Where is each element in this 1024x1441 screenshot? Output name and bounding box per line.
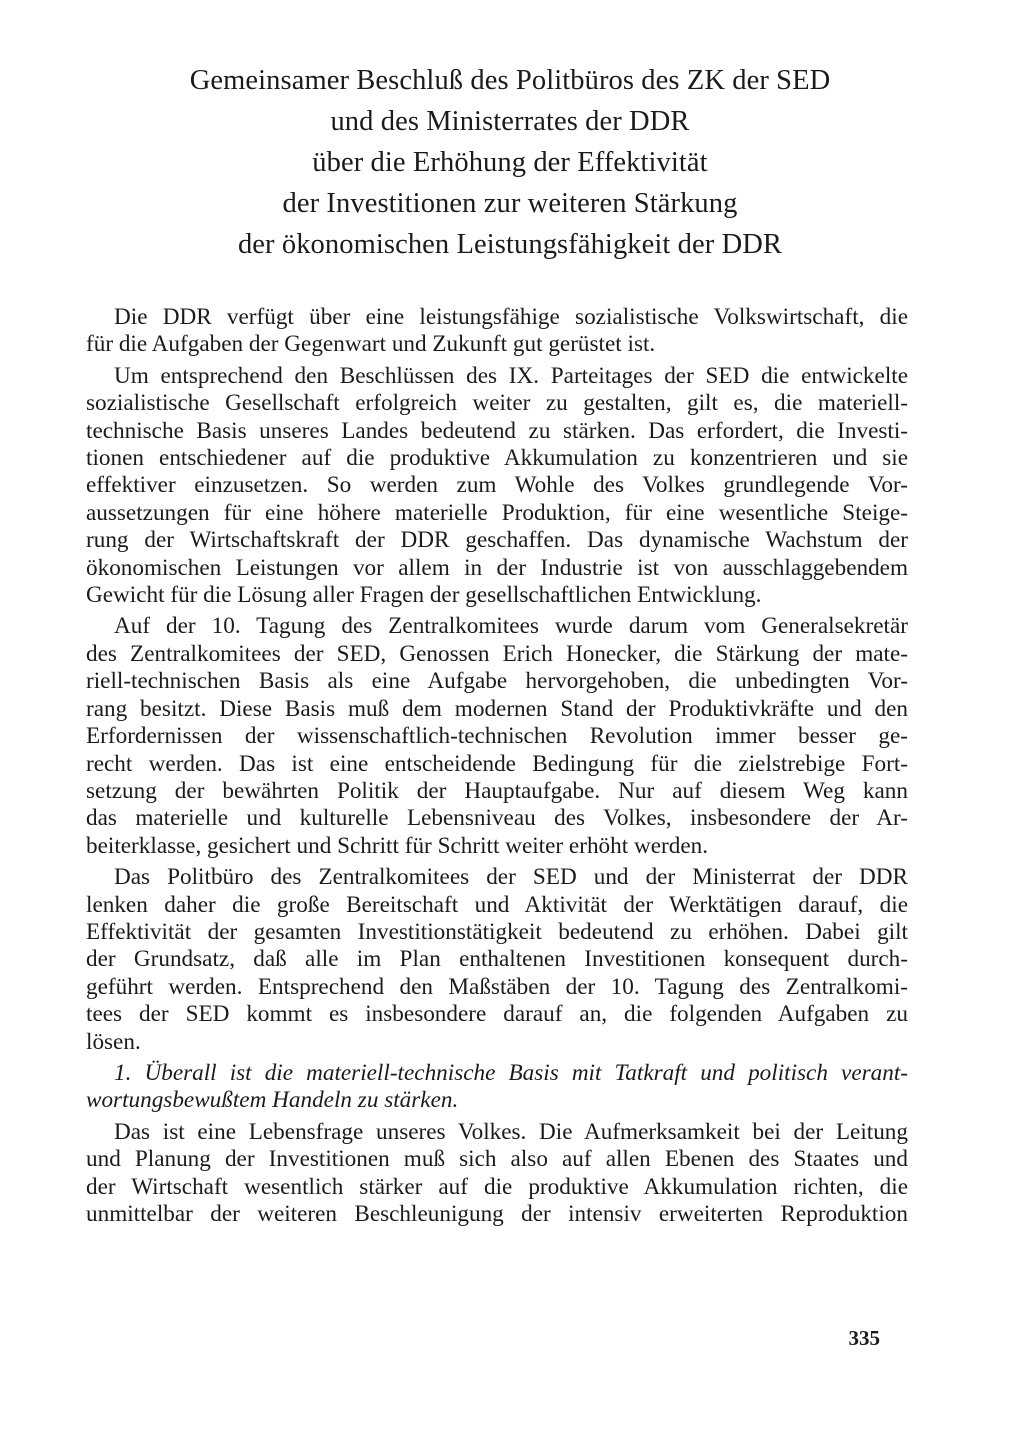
section-heading-1: [86, 1060, 908, 1115]
title-line: über die Erhöhung der Effektivität: [312, 147, 708, 178]
paragraph-10-tagung: [86, 613, 908, 860]
paragraph-lebensfrage: [86, 1119, 908, 1229]
text-line: wortungsbewußtem Handeln zu stärken.: [86, 1087, 459, 1114]
text-line: Um entsprechend den Beschlüssen des IX. Parteitages der SED die entwickelte: [114, 362, 908, 389]
text-line: lösen.: [86, 1028, 141, 1055]
text-line: Auf der 10. Tagung des Zentralkomitees wurde darum vom Generalsekretär: [114, 613, 908, 640]
text-line: technische Basis unseres Landes bedeutend zu stärken. Das erfordert, die Investi-: [86, 417, 908, 444]
title-line: Gemeinsamer Beschluß des Politbüros des ZK der SED: [189, 65, 831, 96]
text-line: aussetzungen für eine höhere materielle Produktion, für eine wesentliche Steige-: [86, 499, 908, 526]
text-line: recht werden. Das ist eine entscheidende Bedingung für die zielstrebige Fort-: [86, 750, 908, 777]
text-line: unmittelbar der weiteren Beschleunigung der intensiv erweiterten Reproduktion: [86, 1201, 908, 1227]
text-line: das materielle und kulturelle Lebensniveau des Volkes, insbesondere der Ar-: [86, 805, 908, 832]
text-line: für die Aufgaben der Gegenwart und Zukunft gut gerüstet ist.: [86, 331, 656, 358]
paragraph-politbuero: [86, 864, 908, 1056]
text-line: Das Politbüro des Zentralkomitees der SED und der Ministerrat der DDR: [114, 864, 908, 891]
text-line: sozialistische Gesellschaft erfolgreich weiter zu gestalten, gilt es, die materiell-: [86, 390, 908, 417]
text-line: Das ist eine Lebensfrage unseres Volkes. Die Aufmerksamkeit bei der Leitung: [114, 1118, 908, 1145]
text-line: lenken daher die große Bereitschaft und Aktivität der Werktätigen darauf, die: [86, 891, 908, 918]
text-line: und Planung der Investitionen muß sich also auf allen Ebenen des Staates und: [86, 1146, 908, 1173]
text-line: effektiver einzusetzen. So werden zum Wohle des Volkes grundlegende Vor-: [86, 472, 908, 499]
text-line: tees der SED kommt es insbesondere darauf an, die folgenden Aufgaben zu: [86, 1001, 908, 1028]
title-line: der Investitionen zur weiteren Stärkung: [282, 188, 738, 219]
text-line: ökonomischen Leistungen vor allem in der Industrie ist von ausschlaggebendem: [86, 554, 908, 581]
text-line: Effektivität der gesamten Investitionstätigkeit bedeutend zu erhöhen. Dabei gilt: [86, 918, 908, 945]
text-line: beiterklasse, gesichert und Schritt für Schritt weiter erhöht werden.: [86, 832, 708, 859]
text-line: des Zentralkomitees der SED, Genossen Erich Honecker, die Stärkung der mate-: [86, 640, 908, 667]
document-title: [120, 60, 900, 265]
text-line: geführt werden. Entsprechend den Maßstäben der 10. Tagung des Zentralkomi-: [86, 973, 908, 1000]
text-line: Gewicht für die Lösung aller Fragen der gesellschaftlichen Entwicklung.: [86, 582, 762, 609]
text-line: rung der Wirtschaftskraft der DDR geschaffen. Das dynamische Wachstum der: [86, 527, 908, 554]
page-number: 335: [848, 1326, 880, 1350]
text-line: Die DDR verfügt über eine leistungsfähige sozialistische Volkswirtschaft, die: [114, 304, 908, 330]
paragraph-intro: [86, 304, 908, 359]
text-line: tionen entschiedener auf die produktive Akkumulation zu konzentrieren und sie: [86, 445, 908, 472]
text-line: rang besitzt. Diese Basis muß dem modernen Stand der Produktivkräfte und den: [86, 695, 908, 722]
text-line: der Wirtschaft wesentlich stärker auf die produktive Akkumulation richten, die: [86, 1173, 908, 1200]
title-line: der ökonomischen Leistungsfähigkeit der DDR: [237, 229, 783, 260]
text-line: riell-technischen Basis als eine Aufgabe hervorgehoben, die unbedingten Vor-: [86, 668, 908, 695]
paragraph-ix-parteitag: [86, 363, 908, 610]
text-line: 1. Überall ist die materiell-technische Basis mit Tatkraft und politisch verant-: [114, 1059, 908, 1086]
title-line: und des Ministerrates der DDR: [330, 106, 690, 137]
text-line: der Grundsatz, daß alle im Plan enthaltenen Investitionen konsequent durch-: [86, 946, 908, 973]
body-text: [86, 304, 908, 1232]
text-line: setzung der bewährten Politik der Hauptaufgabe. Nur auf diesem Weg kann: [86, 777, 908, 804]
text-line: Erfordernissen der wissenschaftlich-technischen Revolution immer besser ge-: [86, 723, 908, 750]
